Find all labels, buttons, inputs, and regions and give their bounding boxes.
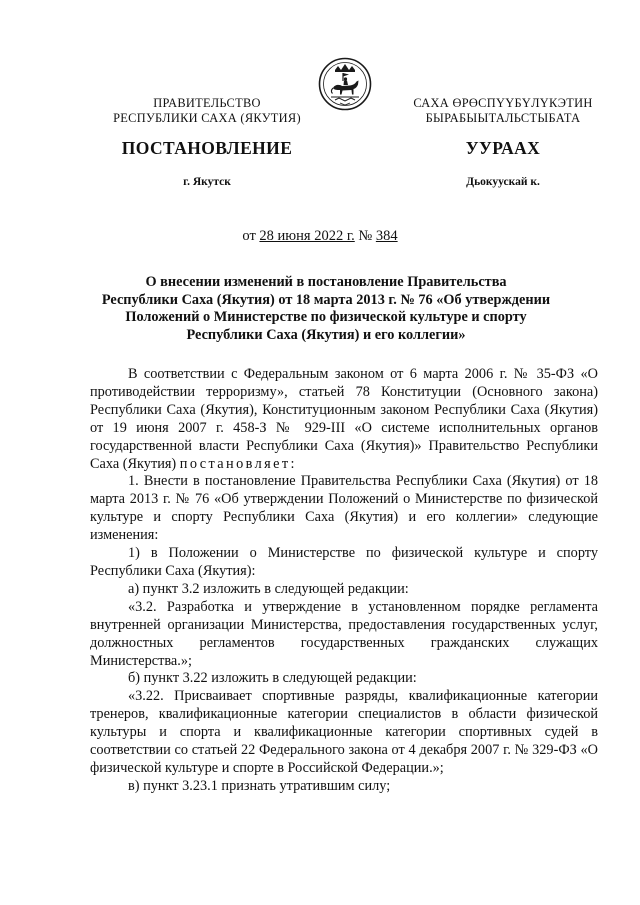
header-right-line1: САХА ӨРӨСПҮҮБҮЛҮКЭТИН (413, 96, 593, 110)
header-right (392, 96, 614, 126)
paragraph-subitem-1: 1) в Положении о Министерстве по физической культуре и спорту Республики Саха (Якутия): (90, 545, 598, 579)
subject-line3: Положений о Министерстве по физической культуре и спорту (125, 309, 527, 325)
paragraph-quote-3-22: «3.22. Присваивает спортивные разряды, квалификационные категории тренеров, квалификационные категории специалистов в области физической культуры и спорта и квалификационные категории спортивных судей в соответствии со статьей 22 Федерального закона от 4 декабря 2007 г. № 329-ФЗ «О физической культуре и спорте в Российской Федерации.»; (90, 688, 598, 776)
decree-title-sah: УУРААХ (465, 138, 541, 158)
decree-body (90, 366, 598, 796)
paragraph-subitem-b: б) пункт 3.22 изложить в следующей редакции: (128, 670, 417, 687)
header-right-line2: БЫРАБЫЫТАЛЬСТЫБАТА (425, 111, 581, 125)
subject-line1: О внесении изменений в постановление Правительства (145, 274, 507, 290)
decree-date-line (0, 228, 640, 245)
paragraph-subitem-a: а) пункт 3.2 изложить в следующей редакции: (128, 580, 409, 597)
decree-number: 384 (375, 228, 398, 244)
header-left-line2: РЕСПУБЛИКИ САХА (ЯКУТИЯ) (113, 111, 301, 125)
preamble-text: В соответствии с Федеральным законом от 6 марта 2006 г. № 35-ФЗ «О противодействии терроризму», статьей 78 Конституции (Основного закона) Республики Саха (Якутия), Конституционным законом Республики Саха (Якутия) от 19 июня 2007 г. 458-З № 929-III «О системе исполнительных органов государственной власти Республики Саха (Якутия)» Правительство Республики Саха (Якутия) (90, 366, 598, 472)
header-left-line1: ПРАВИТЕЛЬСТВО (153, 96, 261, 110)
paragraph-subitem-v: в) пункт 3.23.1 признать утратившим силу; (128, 777, 391, 794)
preamble-paragraph (90, 366, 598, 473)
paragraph-item-1: 1. Внести в постановление Правительства Республики Саха (Якутия) от 18 марта 2013 г. № 76 «Об утверждении Положений о Министерстве по физической культуре и спорту Республики Саха (Якутия) и его коллегии» следующие изменения: (90, 473, 598, 544)
decree-subject (96, 274, 556, 344)
date-prefix: от (242, 228, 256, 244)
subject-line4: Республики Саха (Якутия) и его коллегии» (186, 326, 466, 343)
decree-verb: постановляет: (179, 455, 297, 472)
city-sah: Дьокуускай к. (466, 176, 540, 188)
coat-of-arms-emblem (318, 57, 372, 111)
subject-line2: Республики Саха (Якутия) от 18 марта 2013 г. № 76 «Об утверждении (101, 291, 551, 308)
number-sign: № (358, 228, 373, 244)
paragraph-quote-3-2: «3.2. Разработка и утверждение в установленном порядке регламента внутренней организации Министерства, предоставления государственных услуг, должностных регламентов государственных гражданских служащих Министерства.»; (90, 598, 598, 669)
city-ru: г. Якутск (183, 176, 231, 188)
header-left (92, 96, 322, 126)
decree-date: 28 июня 2022 г. (259, 228, 355, 244)
decree-title-ru: ПОСТАНОВЛЕНИЕ (121, 138, 293, 158)
